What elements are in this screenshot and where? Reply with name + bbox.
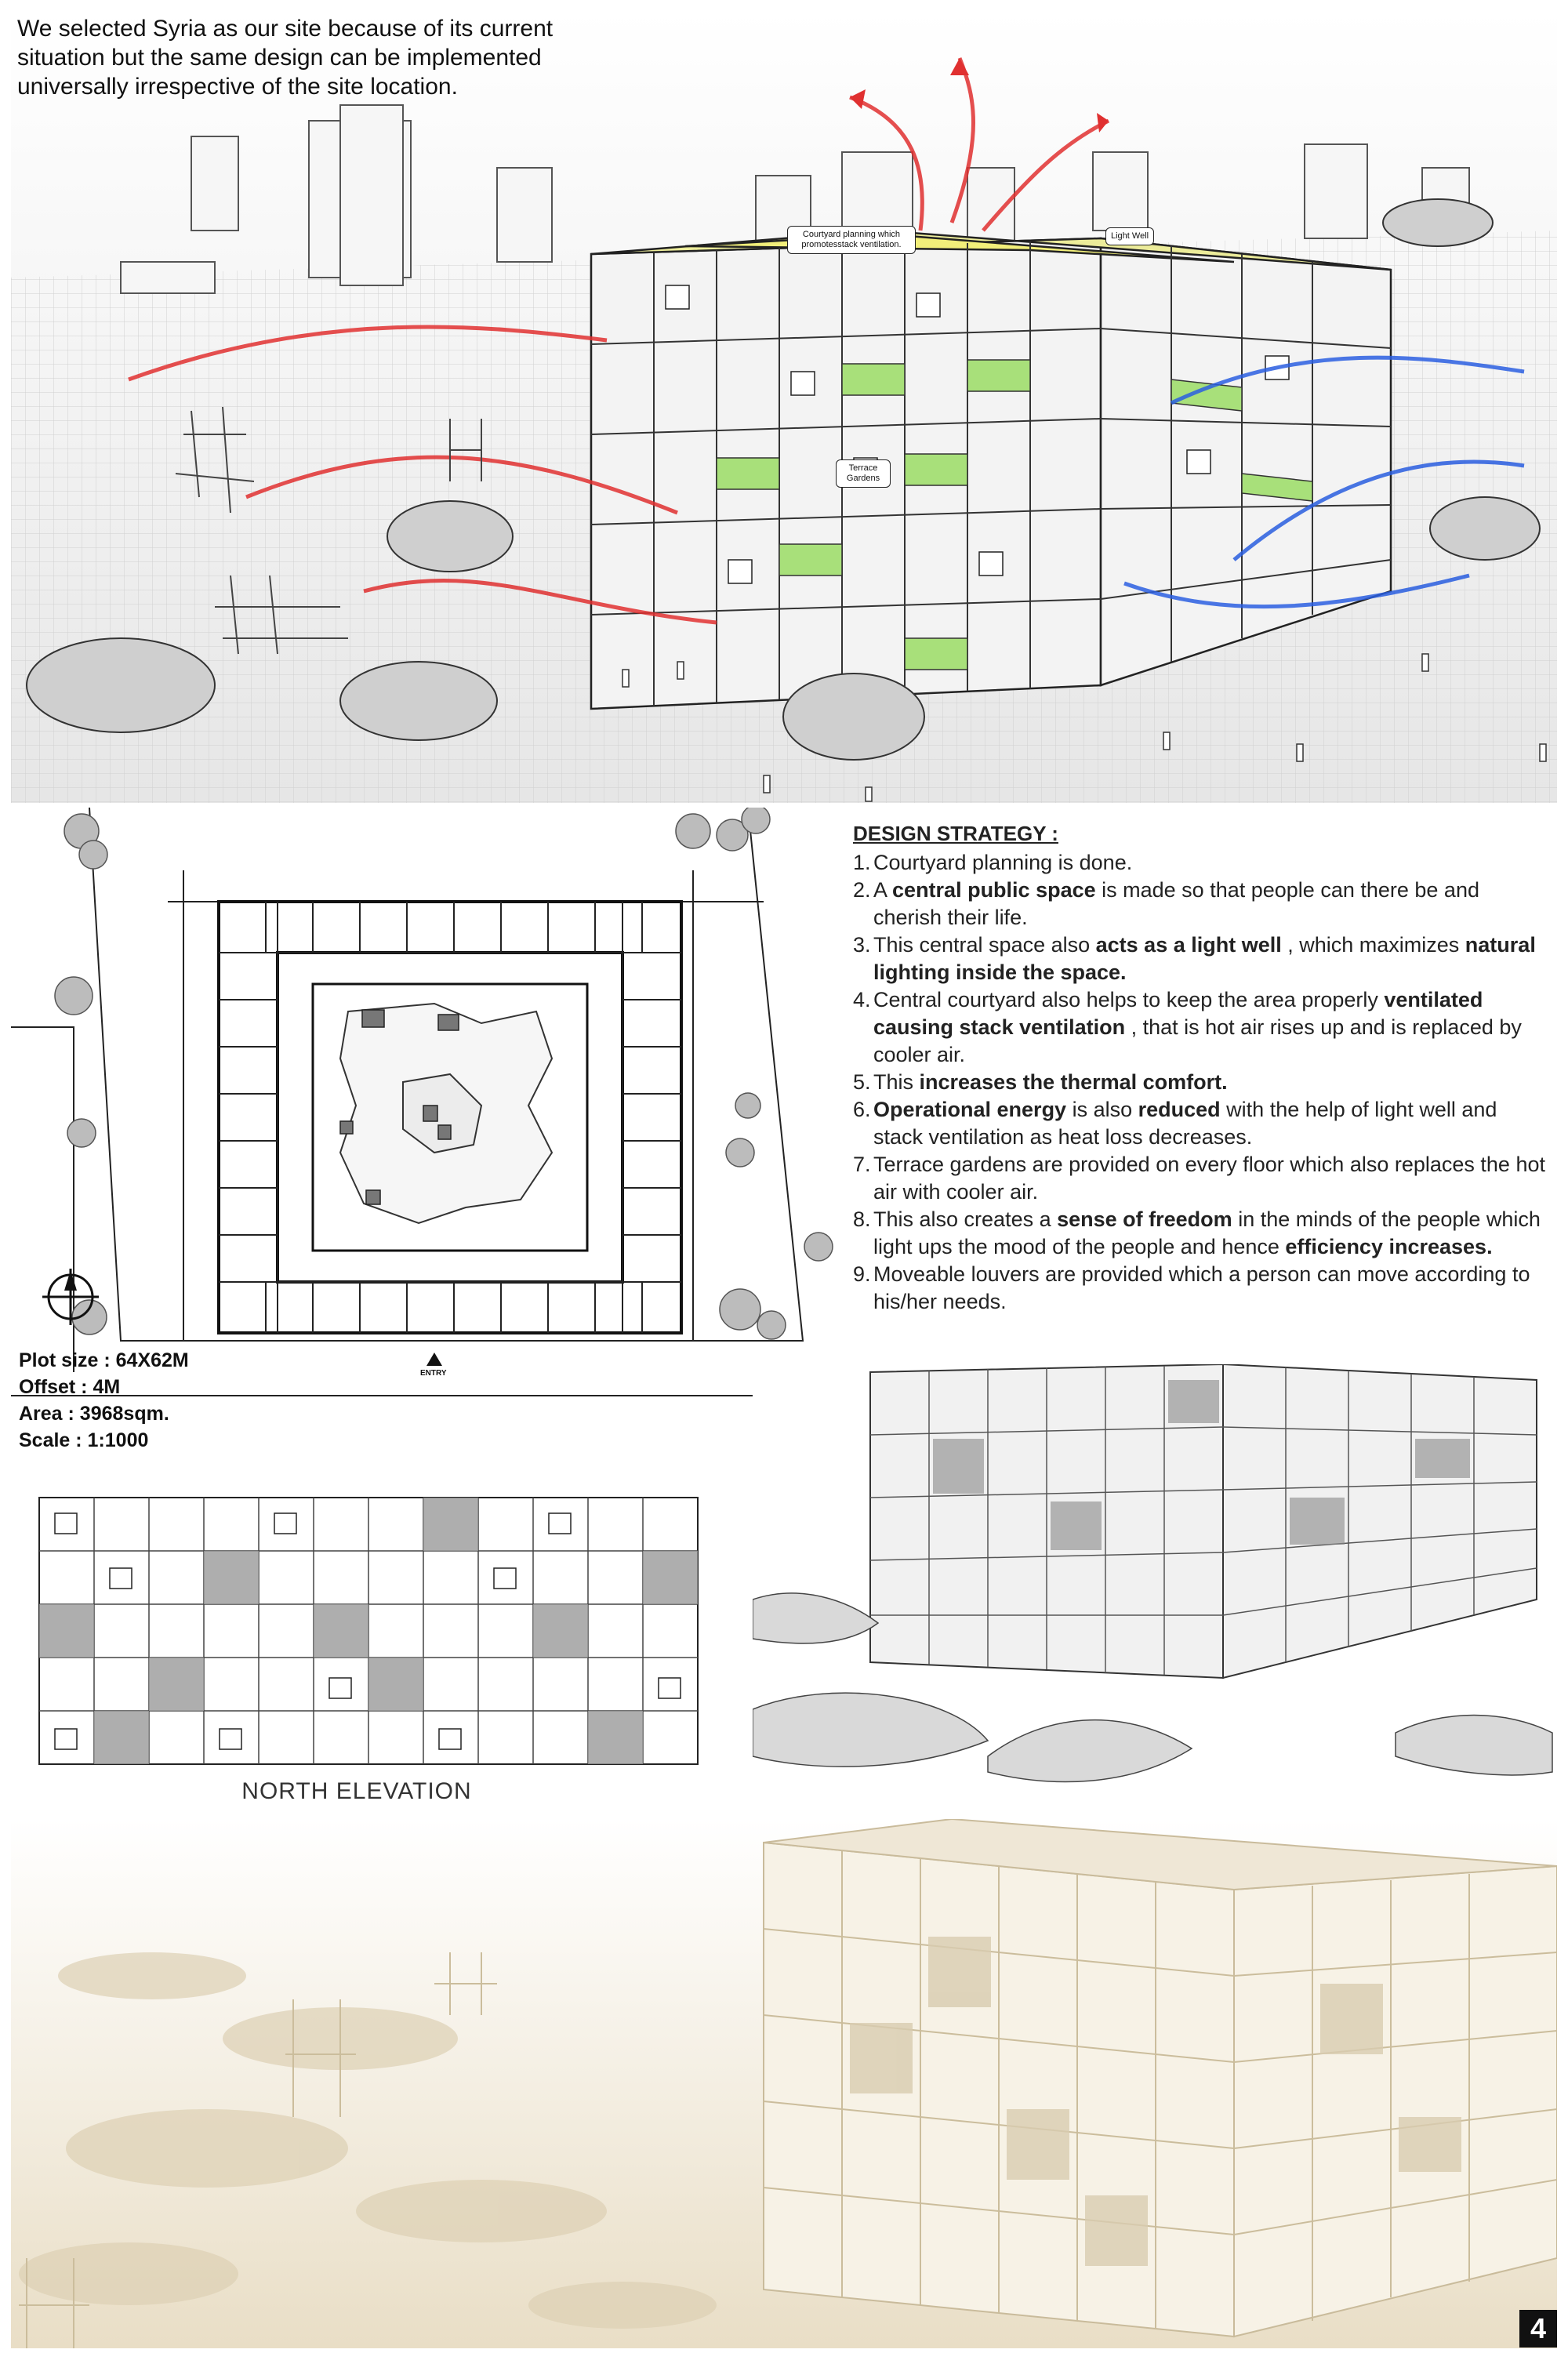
- strategy-item: [853, 986, 1551, 1069]
- strategy-item: [853, 1206, 1551, 1261]
- strategy-item: [853, 1069, 1551, 1096]
- design-strategy-list: [853, 849, 1551, 1316]
- entry-marker-icon: [426, 1353, 442, 1366]
- strategy-item: [853, 1096, 1551, 1151]
- entry-label: ENTRY: [420, 1369, 447, 1378]
- strategy-item: [853, 877, 1551, 931]
- strategy-highlight: increases the thermal comfort.: [919, 1070, 1228, 1094]
- render-illustration: [11, 1819, 1557, 2348]
- site-plan: [11, 808, 842, 1403]
- perspective-illustration: [11, 11, 1557, 803]
- strategy-text: This also creates a: [873, 1207, 1058, 1231]
- model-view: [753, 1364, 1557, 1819]
- strategy-item-number: 3.: [853, 933, 871, 957]
- plot-size: Plot size : 64X62M: [19, 1349, 189, 1371]
- strategy-item: [853, 1261, 1551, 1316]
- callout-light-well: [1105, 227, 1154, 245]
- north-elevation-drawing: [16, 1482, 706, 1772]
- model-view-illustration: [753, 1364, 1557, 1819]
- intro-line-2: situation but the same design can be implemented: [17, 45, 542, 71]
- plot-scale: Scale : 1:1000: [19, 1429, 149, 1451]
- render-view: [11, 1819, 1557, 2348]
- strategy-highlight: reduced: [1138, 1098, 1221, 1121]
- strategy-text: , that is hot air rises up and is replaced by cooler air.: [873, 1015, 1522, 1066]
- elevation-caption: NORTH ELEVATION: [241, 1778, 472, 1804]
- strategy-item-number: 1.: [853, 851, 871, 874]
- callout-courtyard: [787, 226, 916, 254]
- strategy-highlight: Operational energy: [873, 1098, 1067, 1121]
- strategy-text: Central courtyard also helps to keep the area properly: [873, 988, 1385, 1011]
- strategy-text: with the help of light well and stack ventilation as heat loss decreases.: [873, 1098, 1497, 1149]
- strategy-highlight: natural lighting inside the space.: [873, 933, 1536, 984]
- callout-terrace-gardens: [836, 459, 891, 488]
- callout-terrace-line2: Gardens: [846, 474, 880, 483]
- strategy-item-number: 7.: [853, 1153, 871, 1176]
- strategy-item-number: 9.: [853, 1262, 871, 1286]
- strategy-text: is made so that people can there be and cherish their life.: [873, 878, 1479, 929]
- strategy-item: [853, 931, 1551, 986]
- strategy-item-number: 6.: [853, 1098, 871, 1121]
- strategy-text: Moveable louvers are provided which a person can move according to his/her needs.: [873, 1262, 1530, 1313]
- strategy-text: , which maximizes: [1281, 933, 1465, 957]
- callout-light-well-text: Light Well: [1111, 231, 1149, 241]
- strategy-item-number: 5.: [853, 1070, 871, 1094]
- strategy-text: Terrace gardens are provided on every floor which also replaces the hot air with cooler air.: [873, 1153, 1545, 1204]
- strategy-highlight: ventilated causing stack ventilation: [873, 988, 1483, 1039]
- strategy-text: in the minds of the people which light ups the mood of the people and hence: [873, 1207, 1541, 1258]
- strategy-item: [853, 1151, 1551, 1206]
- strategy-item-number: 8.: [853, 1207, 871, 1231]
- north-elevation: [16, 1482, 706, 1772]
- strategy-highlight: central public space: [892, 878, 1096, 902]
- page-number: 4: [1519, 2310, 1557, 2348]
- site-intro-text: [17, 14, 644, 101]
- plot-offset: Offset : 4M: [19, 1376, 121, 1398]
- strategy-text: This central space also: [873, 933, 1096, 957]
- callout-courtyard-line1: Courtyard planning which: [802, 230, 901, 239]
- strategy-text: is also: [1066, 1098, 1138, 1121]
- perspective-panel: [11, 11, 1557, 803]
- intro-line-1: We selected Syria as our site because of its current: [17, 16, 554, 42]
- plot-specs: [19, 1347, 189, 1454]
- strategy-highlight: acts as a light well: [1095, 933, 1282, 957]
- strategy-item: [853, 849, 1551, 877]
- callout-courtyard-line2: promotesstack ventilation.: [801, 240, 902, 249]
- design-strategy: [853, 820, 1551, 1316]
- strategy-highlight: sense of freedom: [1057, 1207, 1232, 1231]
- strategy-text: This: [873, 1070, 920, 1094]
- strategy-text: A: [873, 878, 893, 902]
- site-plan-drawing: [11, 808, 842, 1403]
- plot-area: Area : 3968sqm.: [19, 1403, 169, 1425]
- strategy-item-number: 2.: [853, 878, 871, 902]
- design-strategy-title: DESIGN STRATEGY :: [853, 822, 1058, 845]
- strategy-item-number: 4.: [853, 988, 871, 1011]
- callout-terrace-line1: Terrace: [848, 463, 878, 473]
- strategy-highlight: efficiency increases.: [1285, 1235, 1493, 1258]
- intro-line-3: universally irrespective of the site location.: [17, 74, 458, 100]
- strategy-text: Courtyard planning is done.: [873, 851, 1133, 874]
